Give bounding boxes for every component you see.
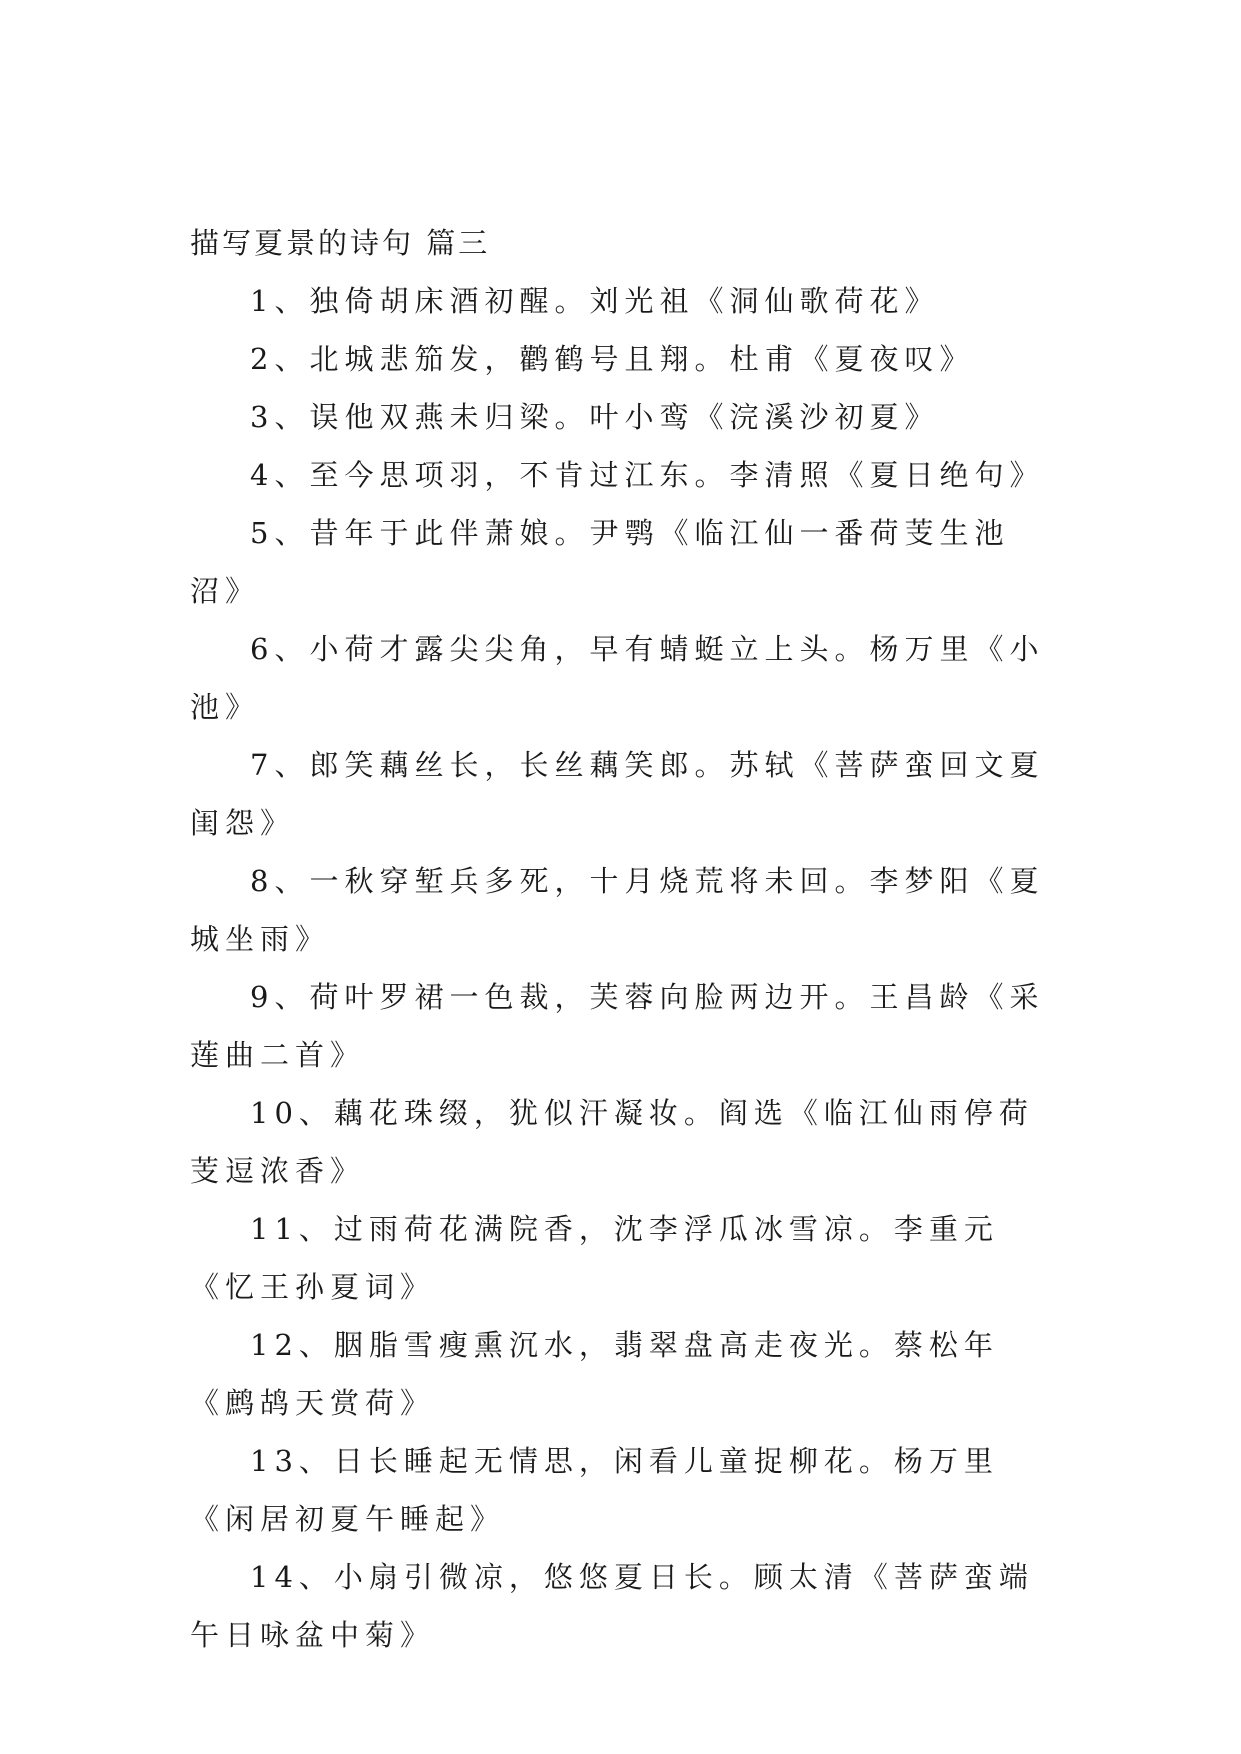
poem-line-5: 5、昔年于此伴萧娘。尹鹗《临江仙一番荷芰生池沼》 [190, 516, 1010, 608]
poem-line-7: 7、郎笑藕丝长，长丝藕笑郎。苏轼《菩萨蛮回文夏闺怨》 [190, 748, 1045, 840]
poem-line-3: 3、误他双燕未归梁。叶小鸾《浣溪沙初夏》 [250, 400, 940, 434]
document-body [190, 214, 1050, 1664]
poem-line-13: 13、日长睡起无情思，闲看儿童捉柳花。杨万里《闲居初夏午睡起》 [190, 1444, 999, 1536]
poem-line-6: 6、小荷才露尖尖角，早有蜻蜓立上头。杨万里《小池》 [190, 632, 1045, 724]
poem-line-2: 2、北城悲笳发，鹳鹤号且翔。杜甫《夏夜叹》 [250, 342, 975, 376]
poem-line-11: 11、过雨荷花满院香，沈李浮瓜冰雪凉。李重元《忆王孙夏词》 [190, 1212, 999, 1304]
poem-line-8: 8、一秋穿堑兵多死，十月烧荒将未回。李梦阳《夏城坐雨》 [190, 864, 1045, 956]
poem-line-4: 4、至今思项羽，不肯过江东。李清照《夏日绝句》 [250, 458, 1045, 492]
poem-line-1: 1、独倚胡床酒初醒。刘光祖《洞仙歌荷花》 [250, 284, 940, 318]
poem-line-10: 10、藕花珠缀，犹似汗凝妆。阎选《临江仙雨停荷芰逗浓香》 [190, 1096, 1034, 1188]
poem-line-12: 12、胭脂雪瘦熏沉水，翡翠盘高走夜光。蔡松年《鹧鸪天赏荷》 [190, 1328, 999, 1420]
poem-line-9: 9、荷叶罗裙一色裁，芙蓉向脸两边开。王昌龄《采莲曲二首》 [190, 980, 1045, 1072]
document-title: 描写夏景的诗句 篇三 [190, 226, 491, 260]
poem-line-14: 14、小扇引微凉，悠悠夏日长。顾太清《菩萨蛮端午日咏盆中菊》 [190, 1560, 1034, 1652]
